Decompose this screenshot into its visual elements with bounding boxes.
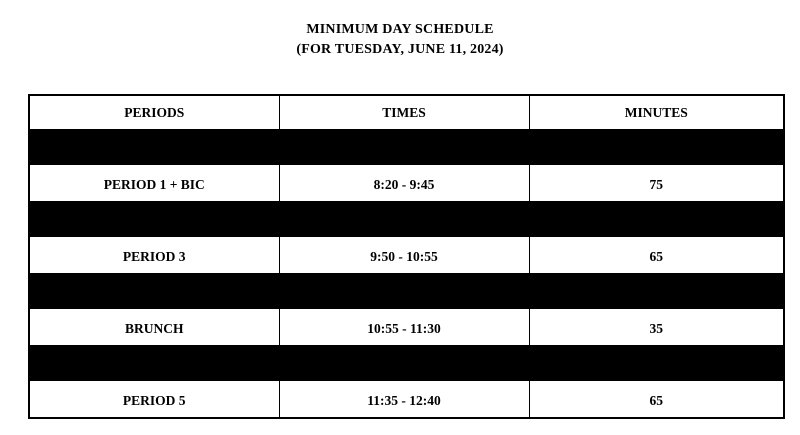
schedule-table (28, 94, 785, 419)
header-times: TIMES (279, 95, 529, 130)
times-cell: 9:50 - 10:55 (279, 237, 529, 274)
period-cell: PERIOD 3 (29, 237, 279, 274)
table-header-row (29, 95, 784, 130)
minutes-cell: 35 (529, 309, 784, 346)
times-cell: 10:55 - 11:30 (279, 309, 529, 346)
table-row (29, 237, 784, 274)
table-row (29, 309, 784, 346)
title-date: (FOR TUESDAY, JUNE 11, 2024) (296, 42, 504, 57)
spacer-row (29, 274, 784, 309)
schedule-title (0, 20, 800, 60)
table-row (29, 381, 784, 419)
header-minutes: MINUTES (529, 95, 784, 130)
period-cell: PERIOD 1 + BIC (29, 165, 279, 202)
spacer-row (29, 130, 784, 165)
times-cell: 8:20 - 9:45 (279, 165, 529, 202)
table-row (29, 165, 784, 202)
times-cell: 11:35 - 12:40 (279, 381, 529, 419)
minutes-cell: 65 (529, 237, 784, 274)
spacer-row (29, 346, 784, 381)
period-cell: PERIOD 5 (29, 381, 279, 419)
minutes-cell: 75 (529, 165, 784, 202)
title-main: MINIMUM DAY SCHEDULE (306, 22, 494, 37)
header-periods: PERIODS (29, 95, 279, 130)
minutes-cell: 65 (529, 381, 784, 419)
spacer-row (29, 202, 784, 237)
period-cell: BRUNCH (29, 309, 279, 346)
